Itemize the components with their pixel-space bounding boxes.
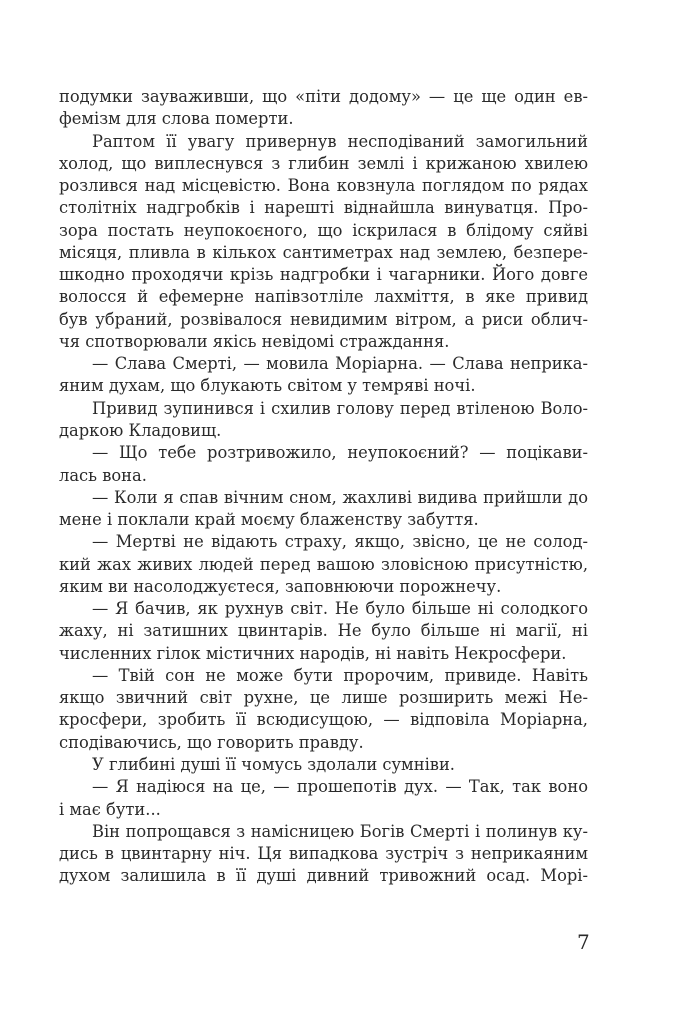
text-line: зора постать неупокоєного, що іскрилася в блідому сяйві: [59, 220, 588, 240]
text-line: місяця, пливла в кількох сантиметрах над землею, безпере-: [59, 242, 588, 262]
text-line: У глибині душі її чомусь здолали сумніви.: [92, 754, 455, 774]
text-line: Він попрощався з намісницею Богів Смерті і полинув ку-: [92, 821, 588, 841]
text-line: Раптом її увагу привернув несподіваний замогильний: [92, 131, 588, 151]
text-line: яним духам, що блукають світом у темряві ночі.: [59, 376, 476, 396]
text-line: — Твій сон не може бути пророчим, привиде. Навіть: [92, 665, 588, 685]
text-line: кросфери, зробить її всюдисущою, — відповіла Моріарна,: [59, 710, 588, 730]
text-line: подумки зауваживши, що «піти додому» — це ще один ев-: [59, 87, 588, 106]
text-line: — Мертві не відають страху, якщо, звісно, це не солод-: [92, 532, 588, 552]
text-line: — Я бачив, як рухнув світ. Не було більше ні солодкого: [92, 599, 588, 619]
text-line: даркою Кладовищ.: [59, 420, 222, 440]
text-line: — Що тебе розтривожило, неупокоєний? — поцікави-: [92, 443, 588, 463]
text-line: мене і поклали край моєму блаженству забуття.: [59, 510, 479, 530]
text-line: жаху, ні затишних цвинтарів. Не було більше ні магії, ні: [59, 621, 588, 641]
text-line: духом залишила в її душі дивний тривожний осад. Морі-: [59, 866, 588, 886]
text-line: волосся й ефемерне напівзотліле лахміття, в яке привид: [59, 287, 588, 307]
text-line: — Я надіюся на це, — прошепотів дух. — Так, так воно: [92, 777, 588, 797]
text-line: численних гілок містичних народів, ні навіть Некросфери.: [59, 643, 567, 663]
text-line: — Слава Смерті, — мовила Моріарна. — Слава неприка-: [92, 354, 588, 374]
text-line: холод, що виплеснувся з глибин землі і крижаною хвилею: [59, 153, 588, 173]
text-line: фемізм для слова померти.: [59, 109, 294, 129]
text-line: шкодно проходячи крізь надгробки і чагарники. Його довге: [59, 265, 588, 285]
text-line: — Коли я спав вічним сном, жахливі видива прийшли до: [92, 487, 588, 507]
text-line: Привид зупинився і схилив голову перед втіленою Воло-: [92, 398, 588, 418]
text-line: сподіваючись, що говорить правду.: [59, 732, 364, 752]
text-line: лась вона.: [59, 465, 147, 485]
text-line: чя спотворювали якісь невідомі страждання.: [59, 331, 450, 351]
text-line: якщо звичний світ рухне, це лише розширить межі Не-: [59, 688, 588, 708]
text-line: і має бути...: [59, 799, 161, 819]
text-line: розлився над місцевістю. Вона ковзнула поглядом по рядах: [59, 176, 588, 196]
page-number: 7: [577, 930, 590, 954]
text-line: столітніх надгробків і нарешті віднайшла винуватця. Про-: [59, 198, 588, 218]
text-line: кий жах живих людей перед вашою зловісною присутністю,: [59, 554, 588, 574]
text-line: яким ви насолоджуєтеся, заповнюючи порожнечу.: [59, 576, 502, 596]
text-line: дись в цвинтарну ніч. Ця випадкова зустріч з неприкаяним: [59, 844, 588, 864]
page-body-text: [59, 86, 588, 888]
text-line: був убраний, розвівалося невидимим вітром, а риси облич-: [59, 309, 588, 329]
